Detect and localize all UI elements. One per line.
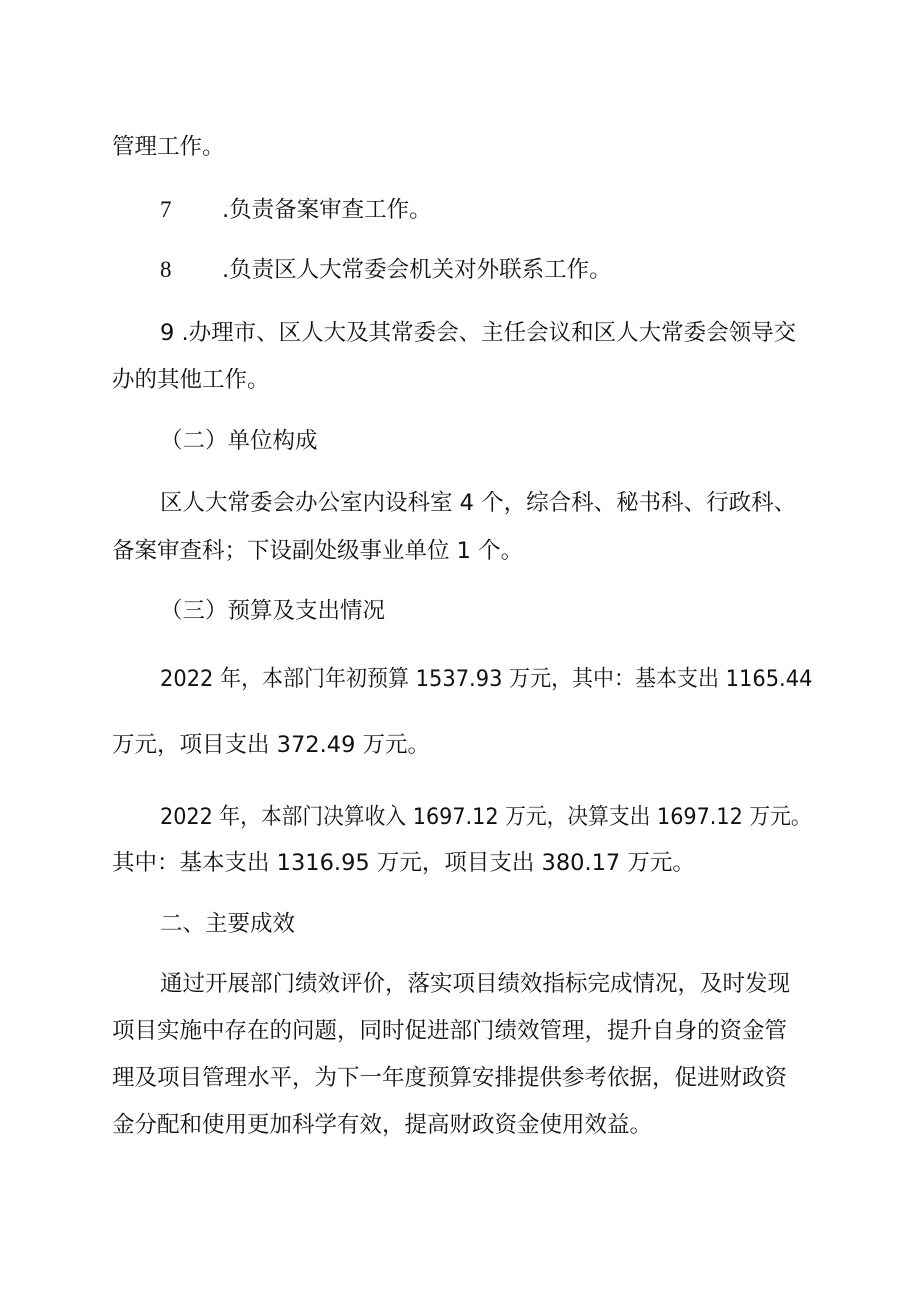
item-7-text: .负责备案审查工作。 bbox=[222, 197, 432, 223]
budget-line-1: 2022 年，本部门年初预算 1537.93 万元，其中：基本支出 1165.44 bbox=[160, 666, 813, 692]
final-accounts-line-1: 2022 年，本部门决算收入 1697.12 万元，决算支出 1697.12 万元。 bbox=[160, 804, 812, 830]
item-8-number: 8 bbox=[160, 257, 172, 282]
section-heading-main-results: 二、主要成效 bbox=[160, 911, 296, 937]
final-accounts-line-2: 其中：基本支出 1316.95 万元，项目支出 380.17 万元。 bbox=[112, 850, 695, 876]
item-7-number: 7 bbox=[160, 197, 172, 222]
effect-line-3: 理及项目管理水平，为下一年度预算安排提供参考依据，促进财政资 bbox=[112, 1065, 788, 1091]
effect-line-2: 项目实施中存在的问题，同时促进部门绩效管理，提升自身的资金管 bbox=[112, 1018, 788, 1044]
heading-budget: （三）预算及支出情况 bbox=[160, 598, 386, 624]
composition-line-2: 备案审查科；下设副处级事业单位 1 个。 bbox=[112, 538, 524, 564]
item-9-line-2: 办的其他工作。 bbox=[112, 367, 270, 393]
effect-line-4: 金分配和使用更加科学有效，提高财政资金使用效益。 bbox=[112, 1112, 653, 1138]
composition-line-1: 区人大常委会办公室内设科室 4 个，综合科、秘书科、行政科、 bbox=[160, 490, 797, 516]
continuation-line: 管理工作。 bbox=[112, 134, 225, 160]
item-8-text: .负责区人大常委会机关对外联系工作。 bbox=[222, 257, 612, 283]
heading-unit-composition: （二）单位构成 bbox=[160, 428, 318, 454]
item-9-line-1: 9 .办理市、区人大及其常委会、主任会议和区人大常委会领导交 bbox=[160, 320, 797, 346]
effect-line-1: 通过开展部门绩效评价，落实项目绩效指标完成情况，及时发现 bbox=[160, 971, 791, 997]
budget-line-2: 万元，项目支出 372.49 万元。 bbox=[112, 732, 431, 758]
